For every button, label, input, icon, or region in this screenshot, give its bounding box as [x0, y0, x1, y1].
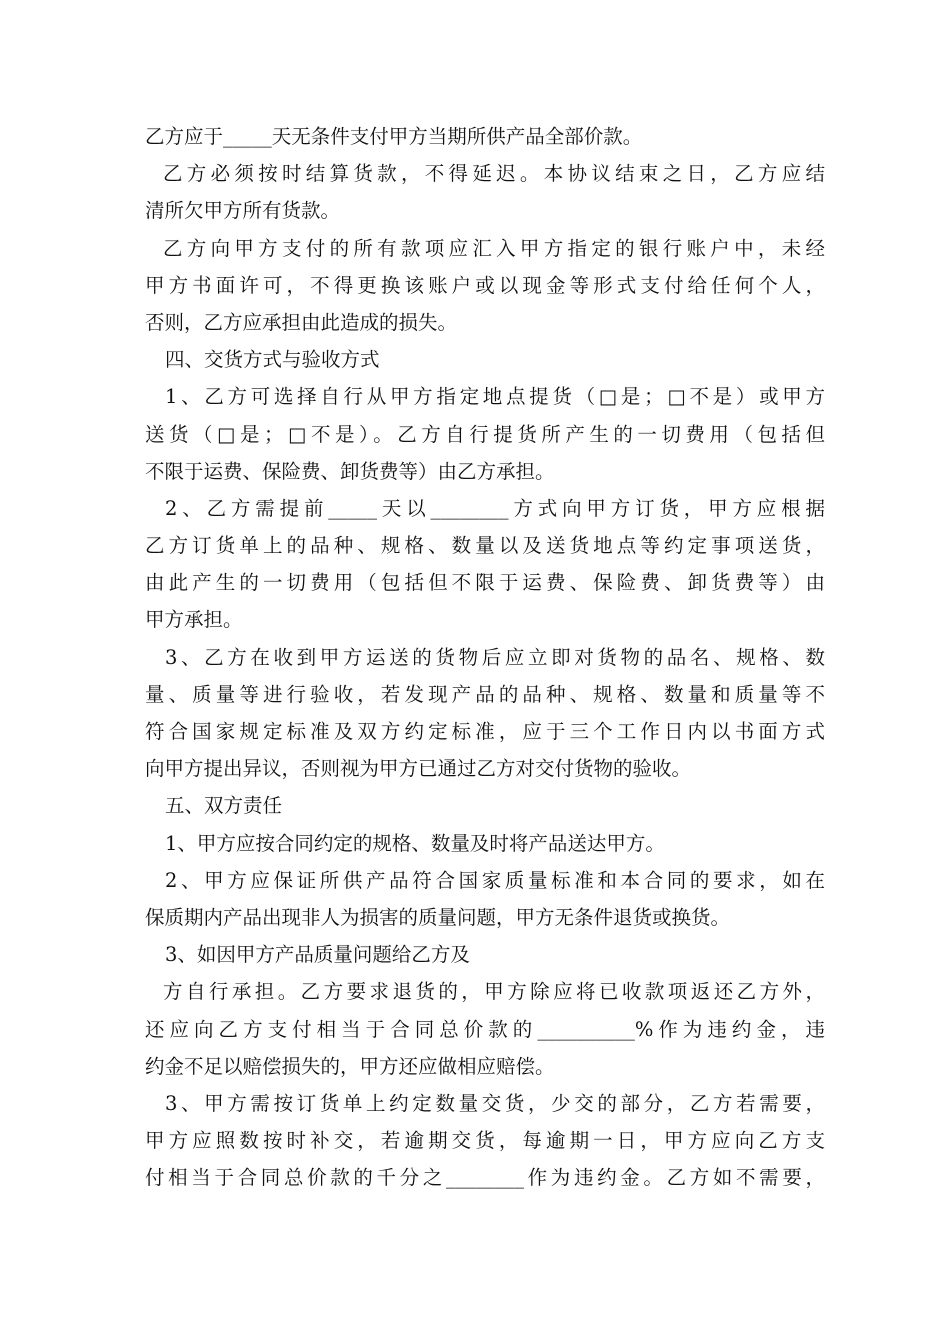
text-line: 方自行承担。乙方要求退货的，甲方除应将已收款项返还乙方外， [163, 980, 825, 1004]
text-line: 送货（□是；□不是）。乙方自行提货所产生的一切费用（包括但 [145, 422, 825, 446]
text-line: 乙方向甲方支付的所有款项应汇入甲方指定的银行账户中，未经 [163, 236, 825, 260]
text-line: 3、甲方需按订货单上约定数量交货，少交的部分，乙方若需要， [165, 1091, 825, 1115]
text-line: 乙方应于_____天无条件支付甲方当期所供产品全部价款。 [145, 125, 643, 148]
text-line: 甲方承担。 [145, 608, 243, 632]
text-line: 量、质量等进行验收，若发现产品的品种、规格、数量和质量等不 [145, 682, 825, 706]
section-heading: 五、双方责任 [165, 794, 283, 818]
text-line: 甲方应照数按时补交，若逾期交货，每逾期一日，甲方应向乙方支 [145, 1129, 825, 1153]
text-line: 还应向乙方支付相当于合同总价款的__________%作为违约金，违 [145, 1017, 825, 1041]
text-line: 保质期内产品出现非人为损害的质量问题，甲方无条件退货或换货。 [145, 905, 731, 929]
text-line: 乙方必须按时结算货款，不得延迟。本协议结束之日，乙方应结 [163, 162, 825, 186]
section-heading: 四、交货方式与验收方式 [165, 348, 380, 372]
document-page [145, 118, 825, 1196]
text-line: 甲方书面许可，不得更换该账户或以现金等形式支付给任何个人， [145, 273, 825, 297]
text-line: 乙方订货单上的品种、规格、数量以及送货地点等约定事项送货， [145, 534, 825, 558]
text-line: 由此产生的一切费用（包括但不限于运费、保险费、卸货费等）由 [145, 571, 825, 595]
text-line: 向甲方提出异议，否则视为甲方已通过乙方对交付货物的验收。 [145, 757, 692, 781]
text-line: 3、如因甲方产品质量问题给乙方及 [165, 943, 470, 967]
text-line: 否则，乙方应承担由此造成的损失。 [145, 310, 458, 334]
text-line: 1、甲方应按合同约定的规格、数量及时将产品送达甲方。 [165, 831, 665, 855]
text-line: 3、乙方在收到甲方运送的货物后应立即对货物的品名、规格、数 [165, 645, 825, 669]
text-line: 付相当于合同总价款的千分之________作为违约金。乙方如不需要， [145, 1166, 825, 1190]
text-line: 不限于运费、保险费、卸货费等）由乙方承担。 [145, 459, 555, 483]
text-line: 1、乙方可选择自行从甲方指定地点提货（□是；□不是）或甲方 [165, 385, 825, 409]
text-line: 清所欠甲方所有货款。 [145, 199, 341, 223]
text-line: 2、甲方应保证所供产品符合国家质量标准和本合同的要求，如在 [165, 868, 825, 892]
text-line: 约金不足以赔偿损失的，甲方还应做相应赔偿。 [145, 1054, 555, 1078]
text-line: 符合国家规定标准及双方约定标准，应于三个工作日内以书面方式 [145, 720, 825, 743]
text-line: 2、乙方需提前_____天以________方式向甲方订货，甲方应根据 [165, 496, 825, 520]
